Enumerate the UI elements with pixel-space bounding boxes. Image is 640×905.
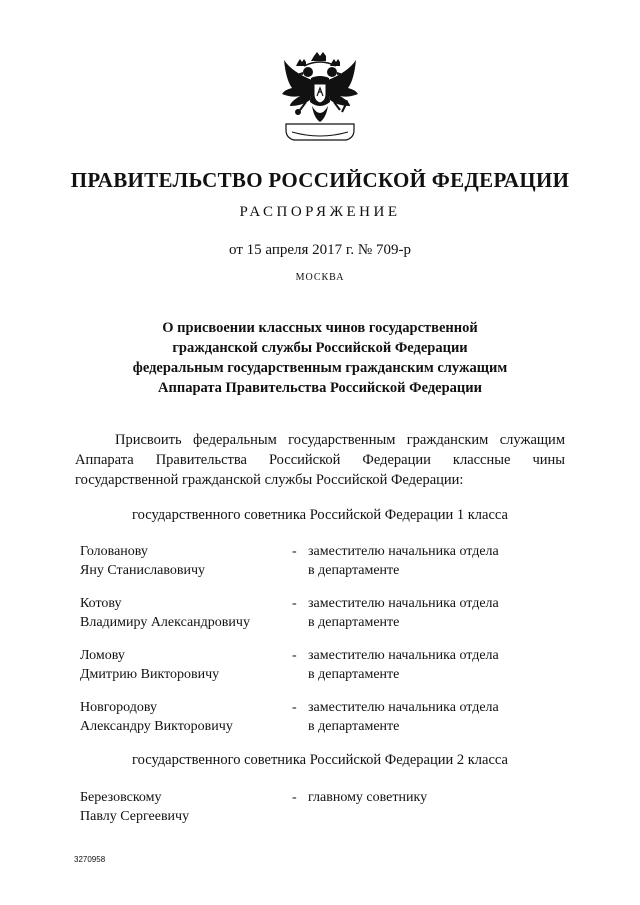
subject-line: гражданской службы Российской Федерации [172, 340, 468, 356]
body-line: государственной гражданской службы Российской Федерации: [75, 472, 464, 488]
document-city: МОСКВА [295, 272, 345, 283]
subject-line: О присвоении классных чинов государственной [162, 320, 478, 336]
person-position [308, 542, 568, 580]
person-position [308, 646, 568, 684]
separator-dash: - [292, 596, 297, 611]
person-surname: Котову [80, 596, 122, 611]
rank-heading: государственного советника Российской Федерации 2 класса [132, 752, 508, 768]
person-name [80, 788, 280, 826]
rank-heading: государственного советника Российской Федерации 1 класса [132, 507, 508, 523]
person-given-name: Александру Викторовичу [80, 719, 233, 734]
russian-coat-of-arms-icon [278, 50, 362, 142]
person-name [80, 594, 280, 632]
person-given-name: Павлу Сергеевичу [80, 809, 190, 824]
position-line: в департаменте [308, 563, 400, 578]
separator-dash: - [292, 544, 297, 559]
person-surname: Березовскому [80, 790, 162, 805]
person-given-name: Дмитрию Викторовичу [80, 667, 220, 682]
body-line: Присвоить федеральным государственным гражданским служащим [115, 432, 565, 448]
position-line: в департаменте [308, 667, 400, 682]
subject-line: федеральным государственным гражданским служащим [132, 360, 508, 376]
person-position [308, 594, 568, 632]
position-line: в департаменте [308, 719, 400, 734]
body-line: Аппарата Правительства Российской Федерации классные чины [75, 452, 565, 468]
person-surname: Новгородову [80, 700, 157, 715]
position-line: главному советнику [308, 790, 428, 805]
person-given-name: Владимиру Александровичу [80, 615, 250, 630]
position-line: заместителю начальника отдела [308, 700, 499, 715]
separator-dash: - [292, 700, 297, 715]
position-line: заместителю начальника отдела [308, 544, 499, 559]
position-line: заместителю начальника отдела [308, 648, 499, 663]
person-given-name: Яну Станиславовичу [80, 563, 206, 578]
separator-dash: - [292, 790, 297, 805]
person-name [80, 646, 280, 684]
document-subject [60, 318, 580, 398]
person-name [80, 542, 280, 580]
person-surname: Голованову [80, 544, 148, 559]
person-surname: Ломову [80, 648, 125, 663]
person-position [308, 788, 568, 807]
separator-dash: - [292, 648, 297, 663]
document-code: 3270958 [74, 855, 106, 864]
person-position [308, 698, 568, 736]
position-line: заместителю начальника отдела [308, 596, 499, 611]
person-name [80, 698, 280, 736]
position-line: в департаменте [308, 615, 400, 630]
body-paragraph [75, 430, 565, 490]
government-title: ПРАВИТЕЛЬСТВО РОССИЙСКОЙ ФЕДЕРАЦИИ [70, 168, 570, 192]
subject-line: Аппарата Правительства Российской Федерации [158, 380, 482, 396]
document-type: РАСПОРЯЖЕНИЕ [239, 204, 401, 220]
document-date-number: от 15 апреля 2017 г. № 709-р [229, 242, 411, 258]
